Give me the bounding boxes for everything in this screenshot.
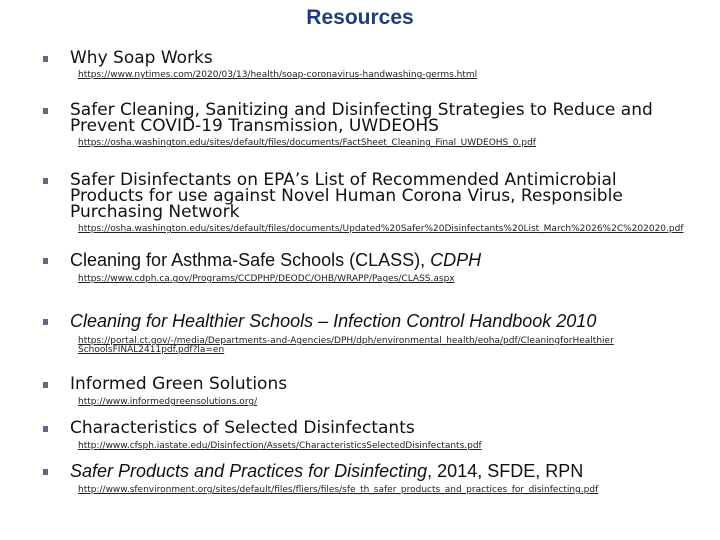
resource-link[interactable]: https://osha.washington.edu/sites/default/files/documents/Updated%20Safer%20Disinfectants%20List_March%2026%2C%202020.pdf (78, 224, 684, 234)
bullet-icon (43, 426, 48, 432)
resource-link[interactable]: https://osha.washington.edu/sites/default/files/documents/FactSheet_Cleaning_Final_UWDEOHS_0.pdf (78, 138, 536, 148)
resource-title-text: , 2014, SFDE, RPN (427, 461, 584, 481)
resource-link[interactable]: http://www.cfsph.iastate.edu/Disinfection/Assets/CharacteristicsSelectedDisinfectants.pdf (78, 441, 482, 451)
resource-link[interactable]: https://www.nytimes.com/2020/03/13/health/soap-coronavirus-handwashing-germs.html (78, 70, 478, 80)
bullet-icon (43, 178, 48, 184)
bullet-icon (43, 108, 48, 114)
resource-title: Informed Green Solutions (70, 374, 288, 394)
resource-link[interactable]: http://www.informedgreensolutions.org/ (78, 397, 258, 407)
bullet-icon (43, 56, 48, 62)
bullet-icon (43, 258, 48, 264)
slide-title: Resources (306, 6, 414, 29)
resource-title: Characteristics of Selected Disinfectants (70, 418, 415, 438)
resource-title: Cleaning for Healthier Schools – Infection Control Handbook 2010 (70, 311, 597, 331)
resource-link[interactable]: https://www.cdph.ca.gov/Programs/CCDPHP/DEODC/OHB/WRAPP/Pages/CLASS.aspx (78, 274, 455, 284)
resource-title (70, 463, 690, 479)
bullet-icon (43, 469, 48, 475)
resource-link[interactable]: https://portal.ct.gov/-/media/Departments-and-Agencies/DPH/dph/environmental_health/eoha/pdf/CleaningforHealthierSchoolsFINAL2411pdf.pdf?la=en (78, 336, 614, 355)
resource-title: Safer Cleaning, Sanitizing and Disinfecting Strategies to Reduce and Prevent COVID-19 Transmission, UWDEOHS (70, 100, 653, 136)
resource-title-text: Cleaning for Asthma-Safe Schools (CLASS), (70, 250, 431, 270)
resource-title: Safer Disinfectants on EPA’s List of Recommended Antimicrobial Products for use against Novel Human Corona Virus, Responsible Purchasing Network (70, 170, 623, 222)
resource-title: Why Soap Works (70, 48, 213, 68)
resource-title (70, 252, 690, 268)
bullet-icon (43, 382, 48, 388)
bullet-icon (43, 319, 48, 325)
resource-title-italic: Safer Products and Practices for Disinfecting (70, 461, 428, 481)
resource-title-author: CDPH (430, 250, 482, 270)
resource-link[interactable]: http://www.sfenvironment.org/sites/default/files/fliers/files/sfe_th_safer_products_and_practices_for_disinfecting.pdf (78, 485, 599, 495)
